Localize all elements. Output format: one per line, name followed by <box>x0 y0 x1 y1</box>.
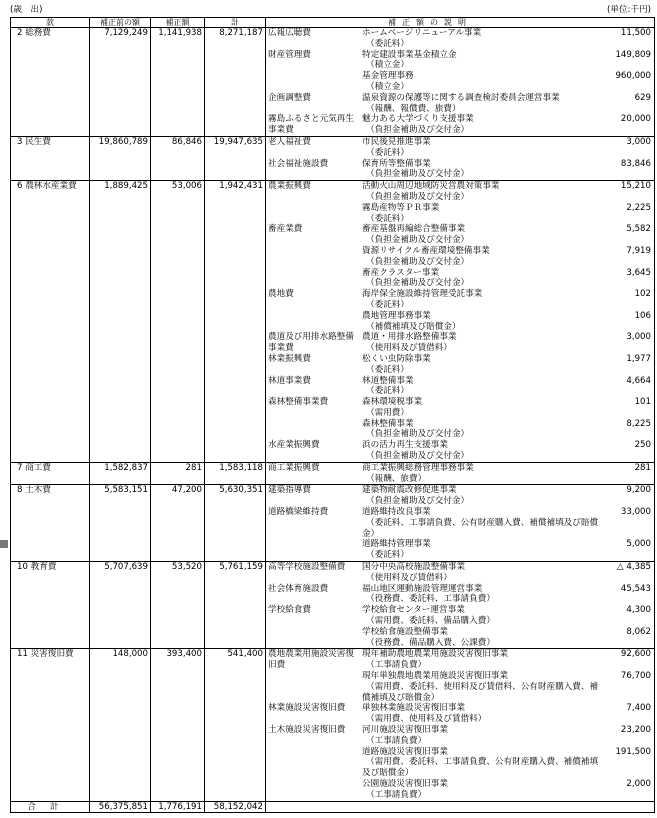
item-amount: 3,645 <box>626 267 651 278</box>
header-correction: 補正額 <box>151 18 205 27</box>
kou-group <box>266 605 654 648</box>
amount-correction: 1,141,938 <box>151 28 205 136</box>
description-area <box>266 181 654 462</box>
list-item <box>362 419 654 441</box>
item-amount: 4,664 <box>626 375 651 386</box>
amount-total: 1,583,118 <box>205 463 266 485</box>
item-detail: （委託料、工事請負費、公有財産購入費、補償補填及び賠償金） <box>362 517 599 539</box>
kou-group <box>266 159 654 181</box>
item-amount: 629 <box>634 92 651 103</box>
item-amount: 102 <box>634 289 651 300</box>
item-list <box>362 507 654 561</box>
amount-correction: 53,006 <box>151 181 205 462</box>
item-list <box>362 397 654 440</box>
total-total: 58,152,042 <box>205 802 266 813</box>
kou-name: 水産業振興費 <box>268 440 320 451</box>
item-text <box>362 703 602 725</box>
item-detail: （使用料及び賃借料） <box>366 343 452 354</box>
kou-group <box>266 181 654 224</box>
item-text <box>362 584 602 606</box>
item-amount: 76,700 <box>620 671 651 682</box>
kou-group <box>266 50 654 93</box>
kan-name: 2 総務費 <box>11 28 90 136</box>
item-detail: （委託料） <box>366 38 409 49</box>
item-list <box>362 725 654 801</box>
list-item <box>362 332 654 354</box>
item-detail: （報酬、報償費、旅費） <box>366 103 461 114</box>
section-row <box>11 649 654 801</box>
list-item <box>362 507 654 539</box>
amount-total: 5,761,159 <box>205 562 266 648</box>
list-item <box>362 539 654 561</box>
kou-name: 社会体育施設費 <box>268 583 329 594</box>
item-name: 資源リサイクル畜産環境整備事業 <box>362 245 490 256</box>
kou-name: 建築指導費 <box>268 485 311 496</box>
list-item <box>362 114 654 136</box>
item-list <box>362 485 654 507</box>
item-name: 道路施設災害復旧事業 <box>362 746 448 757</box>
kou-group <box>266 703 654 725</box>
kou-name: 霧島ふるさと元気再生事業費 <box>268 114 354 136</box>
list-item <box>362 671 654 703</box>
description-area <box>266 463 654 485</box>
item-amount: △ 4,385 <box>617 562 651 573</box>
section-row <box>11 28 654 137</box>
kou-name: 商工業振興費 <box>268 462 320 473</box>
item-text <box>362 440 602 462</box>
item-name: 農地管理事務事業 <box>362 310 431 321</box>
item-detail: （委託料） <box>366 147 409 158</box>
description-area <box>266 28 654 136</box>
item-amount: 11,500 <box>620 28 651 38</box>
kou-name: 財産管理費 <box>268 49 311 60</box>
item-amount: 5,582 <box>626 224 651 235</box>
list-item <box>362 627 654 649</box>
item-text <box>362 627 602 649</box>
list-item <box>362 605 654 627</box>
amount-total: 19,947,635 <box>205 137 266 180</box>
item-detail: （需用費、委託料、備品購入費） <box>366 616 495 627</box>
item-text <box>362 507 602 539</box>
list-item <box>362 224 654 246</box>
item-text <box>362 224 602 246</box>
item-list <box>362 584 654 606</box>
item-detail: （工事請負費） <box>366 660 427 671</box>
item-amount: 20,000 <box>620 114 651 125</box>
item-list <box>362 181 654 224</box>
section-row <box>11 562 654 649</box>
total-correction: 1,776,191 <box>151 802 205 813</box>
item-amount: 3,000 <box>626 136 651 147</box>
item-amount: 4,300 <box>626 605 651 616</box>
kou-group <box>266 463 654 485</box>
list-item <box>362 562 654 584</box>
item-amount: 9,200 <box>626 485 651 496</box>
item-detail: （負担金補助及び交付金） <box>366 278 470 289</box>
amount-correction: 86,846 <box>151 137 205 180</box>
item-amount: 1,977 <box>626 353 651 364</box>
item-text <box>362 397 602 419</box>
item-list <box>362 114 654 136</box>
item-amount: 106 <box>634 310 651 321</box>
item-name: 商工業振興総務管理事務事業 <box>362 462 474 473</box>
header-description: 補正額の説明 <box>388 18 472 27</box>
item-detail: （工事請負費） <box>366 789 427 800</box>
item-name: 畜産基盤再編総合整備事業 <box>362 224 466 235</box>
kou-group <box>266 649 654 703</box>
list-item <box>362 203 654 225</box>
item-detail: （負担金補助及び交付金） <box>366 235 470 246</box>
item-detail: （積立金） <box>366 81 409 92</box>
list-item <box>362 268 654 290</box>
item-detail: （委託料） <box>366 299 409 310</box>
item-detail: （工事請負費） <box>366 735 427 746</box>
item-text <box>362 137 602 159</box>
kou-name: 老人福祉費 <box>268 136 311 147</box>
item-list <box>362 649 654 703</box>
item-detail: （負担金補助及び交付金） <box>366 191 470 202</box>
item-name: 森林整備事業 <box>362 418 414 429</box>
item-list <box>362 354 654 376</box>
item-name: 保育所等整備事業 <box>362 158 431 169</box>
kou-name: 農道及び用排水路整備事業費 <box>268 332 354 354</box>
amount-total: 1,942,431 <box>205 181 266 462</box>
amount-total: 541,400 <box>205 649 266 800</box>
item-name: 建築物耐震改修促進事業 <box>362 485 457 496</box>
section-row <box>11 137 654 181</box>
kou-name: 農地費 <box>268 289 294 300</box>
header-total: 計 <box>205 18 266 27</box>
kan-name: 6 農林水産業費 <box>11 181 90 462</box>
kou-group <box>266 114 654 136</box>
kou-name: 林業施設災害復旧費 <box>268 703 346 714</box>
kou-name: 社会福祉施設費 <box>268 158 329 169</box>
item-text <box>362 93 602 115</box>
list-item <box>362 159 654 181</box>
description-area <box>266 649 654 800</box>
item-text <box>362 649 602 671</box>
item-name: 河川施設災害復旧事業 <box>362 725 448 735</box>
kou-name: 高等学校施設整備費 <box>268 562 346 573</box>
item-amount: 101 <box>634 397 651 408</box>
item-text <box>362 332 602 354</box>
kan-name: 10 教育費 <box>11 562 90 648</box>
item-text <box>362 485 602 507</box>
item-text <box>362 268 602 290</box>
item-amount: 2,000 <box>626 778 651 789</box>
item-name: 単独林業施設災害復旧事業 <box>362 703 466 714</box>
kou-name: 林道事業費 <box>268 375 311 386</box>
item-text <box>362 354 602 376</box>
amount-before: 5,707,639 <box>90 562 151 648</box>
item-amount: 7,400 <box>626 703 651 714</box>
kou-group <box>266 28 654 50</box>
item-detail: （需用費、使用料及び賃借料） <box>366 714 487 725</box>
section-row <box>11 181 654 463</box>
item-name: 畜産クラスター事業 <box>362 267 440 278</box>
item-list <box>362 562 654 584</box>
section-row <box>11 485 654 562</box>
kou-group <box>266 354 654 376</box>
kou-group <box>266 224 654 289</box>
item-text <box>362 419 602 441</box>
list-item <box>362 376 654 398</box>
item-name: 海岸保全施設維持管理受託事業 <box>362 289 483 300</box>
list-item <box>362 354 654 376</box>
item-list <box>362 440 654 462</box>
item-list <box>362 376 654 398</box>
item-name: 学校給食センター運営事業 <box>362 605 465 616</box>
description-area <box>266 137 654 180</box>
item-detail: （需用費） <box>366 407 409 418</box>
item-name: 林道整備事業 <box>362 375 414 386</box>
item-text <box>362 463 602 485</box>
item-detail: （負担金補助及び交付金） <box>366 429 470 440</box>
kan-name: 11 災害復旧費 <box>11 649 90 800</box>
item-name: 松くい虫防除事業 <box>362 353 431 364</box>
item-amount: 250 <box>634 440 651 451</box>
item-detail: （需用費、委託料、使用料及び賃借料、公有財産購入費、補償補填及び賠償金） <box>362 681 599 703</box>
item-name: 市民後見推進事業 <box>362 136 431 147</box>
item-text <box>362 181 602 203</box>
kou-name: 学校給食費 <box>268 605 311 616</box>
list-item <box>362 28 654 50</box>
item-amount: 92,600 <box>620 649 651 660</box>
item-detail: （需用費、委託料、工事請負費、公有財産購入費、補償補填及び賠償金） <box>362 757 599 779</box>
item-name: 道路維持改良事業 <box>362 507 431 518</box>
list-item <box>362 747 654 779</box>
margin-marker <box>0 540 8 548</box>
item-list <box>362 703 654 725</box>
item-list <box>362 605 654 648</box>
item-text <box>362 246 602 268</box>
item-text <box>362 289 602 311</box>
item-amount: 7,919 <box>626 245 651 256</box>
item-name: 福山地区運動施設管理運営事業 <box>362 583 483 594</box>
item-name: 基金管理事務 <box>362 71 414 82</box>
list-item <box>362 311 654 333</box>
item-text <box>362 311 602 333</box>
list-item <box>362 246 654 268</box>
kou-group <box>266 584 654 606</box>
item-detail: （補償補填及び賠償金） <box>366 321 461 332</box>
kou-name: 農業振興費 <box>268 181 311 192</box>
item-list <box>362 463 654 485</box>
list-item <box>362 779 654 801</box>
amount-before: 1,889,425 <box>90 181 151 462</box>
budget-table <box>10 17 655 813</box>
kan-name: 8 土木費 <box>11 485 90 561</box>
amount-before: 148,000 <box>90 649 151 800</box>
list-item <box>362 50 654 72</box>
item-text <box>362 747 602 779</box>
item-name: 魅力ある大学づくり支援事業 <box>362 114 474 125</box>
item-text <box>362 376 602 398</box>
item-name: 現年補助農地農業用施設災害復旧事業 <box>362 649 509 660</box>
item-list <box>362 50 654 93</box>
item-name: 温泉資源の保護等に関する調査検討委員会運営事業 <box>362 92 560 103</box>
item-name: 霧島産物等ＰＲ事業 <box>362 202 440 213</box>
kou-name: 農地農業用施設災害復旧費 <box>268 649 354 671</box>
section-row <box>11 463 654 486</box>
item-list <box>362 332 654 354</box>
list-item <box>362 181 654 203</box>
item-list <box>362 224 654 289</box>
kou-group <box>266 289 654 332</box>
kou-group <box>266 376 654 398</box>
amount-before: 19,860,789 <box>90 137 151 180</box>
item-amount: 15,210 <box>620 181 651 192</box>
kou-group <box>266 93 654 115</box>
list-item <box>362 584 654 606</box>
list-item <box>362 137 654 159</box>
item-detail: （役務費、委託料、工事請負費） <box>366 594 495 605</box>
item-list <box>362 289 654 332</box>
total-row <box>11 802 654 813</box>
item-name: 現年単独農地農業用施設災害復旧事業 <box>362 671 509 682</box>
item-detail: （委託料） <box>366 550 409 561</box>
item-detail: （委託料） <box>366 364 409 375</box>
kou-group <box>266 562 654 584</box>
kou-group <box>266 485 654 507</box>
item-detail: （使用料及び賃借料） <box>366 572 452 583</box>
item-text <box>362 114 602 136</box>
item-amount: 191,500 <box>615 746 651 757</box>
list-item <box>362 703 654 725</box>
total-label: 合計 <box>11 802 90 813</box>
item-detail: （負担金補助及び交付金） <box>366 169 470 180</box>
item-name: 活動火山周辺地域防災営農対策事業 <box>362 181 500 192</box>
kou-group <box>266 440 654 462</box>
item-amount: 23,200 <box>620 725 651 735</box>
list-item <box>362 463 654 485</box>
item-amount: 45,543 <box>620 583 651 594</box>
item-text <box>362 539 602 561</box>
item-amount: 3,000 <box>626 332 651 343</box>
item-text <box>362 725 602 747</box>
item-detail: （報酬、旅費） <box>366 473 427 484</box>
item-name: 浜の活力再生支援事業 <box>362 440 448 451</box>
header-kan: 款 <box>11 18 90 27</box>
item-text <box>362 671 602 703</box>
amount-before: 5,583,151 <box>90 485 151 561</box>
description-area <box>266 485 654 561</box>
kou-name: 林業振興費 <box>268 353 311 364</box>
item-name: 農道・用排水路整備事業 <box>362 332 457 343</box>
kou-group <box>266 507 654 561</box>
item-amount: 149,809 <box>615 49 651 60</box>
item-text <box>362 50 602 72</box>
amount-correction: 47,200 <box>151 485 205 561</box>
list-item <box>362 440 654 462</box>
list-item <box>362 649 654 671</box>
item-amount: 33,000 <box>620 507 651 518</box>
item-text <box>362 28 602 50</box>
item-name: 国分中央高校施設整備事業 <box>362 562 466 573</box>
item-detail: （負担金補助及び交付金） <box>366 125 470 136</box>
item-amount: 960,000 <box>615 71 651 82</box>
item-text <box>362 562 602 584</box>
expenditure-label: (歳 出) <box>10 5 43 15</box>
amount-correction: 393,400 <box>151 649 205 800</box>
item-detail: （委託料） <box>366 213 409 224</box>
header-before: 補正前の額 <box>90 18 151 27</box>
item-name: ホームページリニューアル事業 <box>362 28 482 38</box>
kou-name: 広報広聴費 <box>268 28 311 38</box>
kou-name: 森林整備事業費 <box>268 397 329 408</box>
item-detail: （委託料） <box>366 386 409 397</box>
item-amount: 281 <box>634 462 651 473</box>
item-detail: （負担金補助及び交付金） <box>366 451 470 462</box>
item-text <box>362 605 602 627</box>
description-area <box>266 562 654 648</box>
item-detail: （積立金） <box>366 60 409 71</box>
item-detail: （負担金補助及び交付金） <box>366 496 470 507</box>
table-header <box>11 18 654 28</box>
total-before: 56,375,851 <box>90 802 151 813</box>
item-name: 道路維持管理事業 <box>362 539 431 550</box>
amount-correction: 53,520 <box>151 562 205 648</box>
list-item <box>362 289 654 311</box>
kou-name: 企画調整費 <box>268 92 311 103</box>
item-text <box>362 779 602 801</box>
list-item <box>362 71 654 93</box>
list-item <box>362 725 654 747</box>
item-amount: 8,062 <box>626 626 651 637</box>
item-name: 公園施設災害復旧事業 <box>362 778 448 789</box>
kou-group <box>266 332 654 354</box>
item-amount: 8,225 <box>626 418 651 429</box>
kou-name: 土木施設災害復旧費 <box>268 725 346 735</box>
item-name: 学校給食施設整備事業 <box>362 626 448 637</box>
item-list <box>362 93 654 115</box>
item-detail: （負担金補助及び交付金） <box>366 256 470 267</box>
kou-group <box>266 397 654 440</box>
amount-total: 8,271,187 <box>205 28 266 136</box>
item-text <box>362 71 602 93</box>
list-item <box>362 485 654 507</box>
amount-total: 5,630,351 <box>205 485 266 561</box>
kou-name: 道路橋梁維持費 <box>268 507 329 518</box>
item-name: 森林環境税事業 <box>362 397 423 408</box>
kou-group <box>266 137 654 159</box>
kan-name: 7 商工費 <box>11 463 90 485</box>
amount-before: 1,582,837 <box>90 463 151 485</box>
amount-correction: 281 <box>151 463 205 485</box>
item-list <box>362 28 654 50</box>
list-item <box>362 93 654 115</box>
item-detail: （役務費、備品購入費、公課費） <box>366 637 495 648</box>
unit-label: (単位:千円) <box>607 5 651 15</box>
item-list <box>362 137 654 159</box>
item-amount: 5,000 <box>626 539 651 550</box>
item-amount: 83,846 <box>620 158 651 169</box>
item-text <box>362 159 602 181</box>
list-item <box>362 397 654 419</box>
item-text <box>362 203 602 225</box>
amount-before: 7,129,249 <box>90 28 151 136</box>
kou-group <box>266 725 654 801</box>
kan-name: 3 民生費 <box>11 137 90 180</box>
item-amount: 2,225 <box>626 202 651 213</box>
item-name: 特定建設事業基金積立金 <box>362 49 457 60</box>
kou-name: 畜産業費 <box>268 224 303 235</box>
table-body <box>11 28 654 802</box>
item-list <box>362 159 654 181</box>
